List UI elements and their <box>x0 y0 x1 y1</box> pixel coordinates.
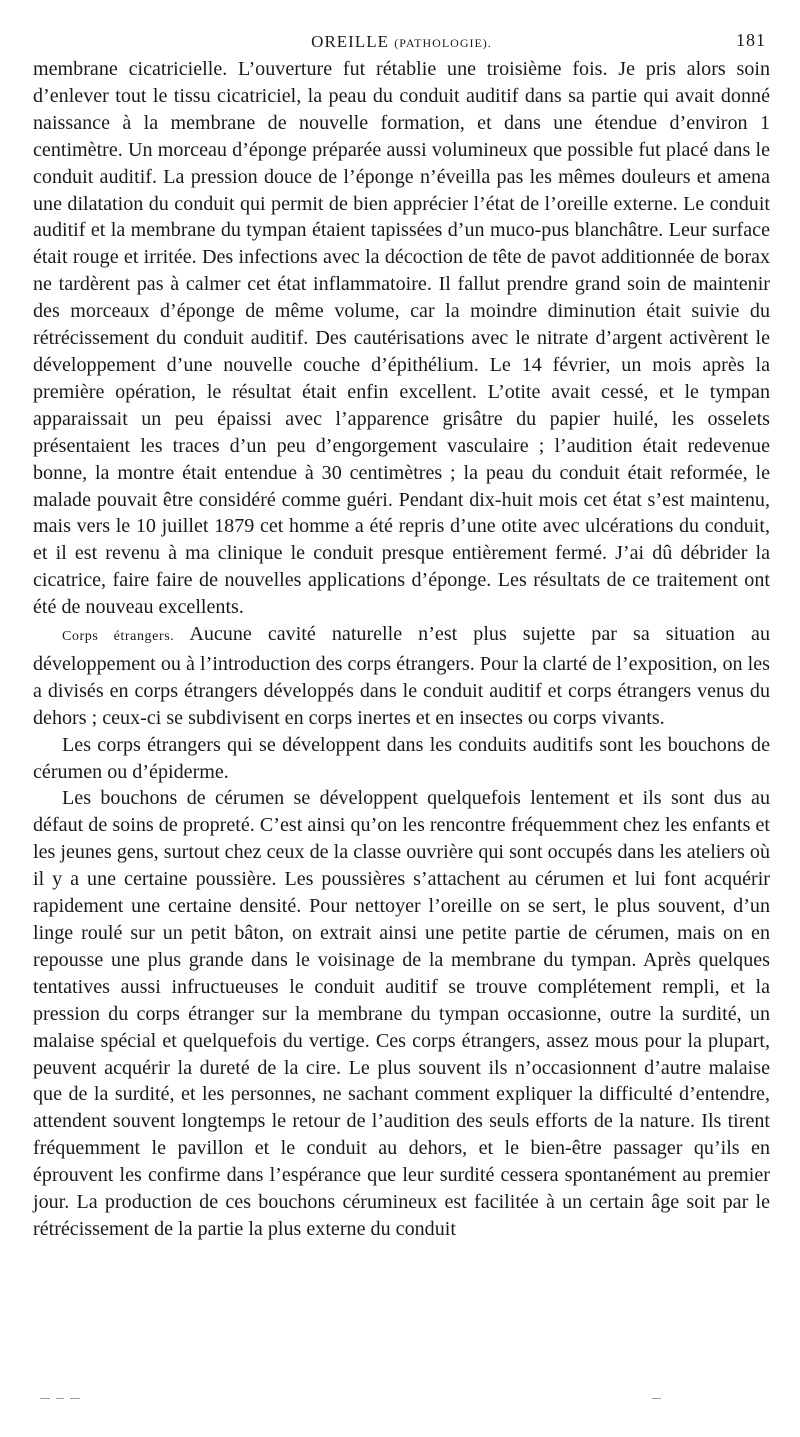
paragraph-bouchons-cerumen: Les bouchons de cérumen se développent quelquefois lentement et ils sont dus au défaut de soins de propreté. C’est ainsi qu’on les rencontre fréquemment chez les enfants et les jeunes gens, surtout chez ceux de la classe ouvrière qui sont occupés dans les ateliers où il y a une certaine poussière. Les poussières s’attachent au cérumen et lui font acquérir rapidement une certaine densité. Pour nettoyer l’oreille on se sert, le plus souvent, d’un linge roulé sur un petit bâton, on extrait ainsi une petite partie de cérumen, mais on en repousse une plus grande dans le voisinage de la membrane du tympan. Après quelques tentatives aussi infructueuses le conduit auditif se trouve complétement rempli, et la pression du corps étranger sur la membrane du tympan occasionne, outre la surdité, un malaise spécial et quelquefois du vertige. Ces corps étrangers, assez mous pour la plupart, peuvent acquérir la dureté de la cire. Le plus souvent ils n’occasionnent d’autre malaise que de la surdité, et les personnes, ne sachant comment expliquer la difficulté d’entendre, attendent souvent longtemps le retour de l’audition des seuls efforts de la nature. Ils tirent fréquemment le pavillon et le conduit au dehors, et le bien-être passager qu’ils en éprouvent les confirme dans l’espérance que leur surdité cessera spontanément au premier jour. La production de ces bouchons cérumineux est facilitée à un certain âge soit par le rétrécissement de la partie la plus externe du conduit <box>33 787 770 1240</box>
page-number: 181 <box>736 30 766 50</box>
scan-mark <box>40 1398 50 1399</box>
scan-mark <box>70 1398 80 1399</box>
running-title <box>33 32 770 52</box>
section-heading-corps-etrangers: Corps étrangers. <box>62 629 175 645</box>
running-head <box>33 28 770 56</box>
scan-mark <box>652 1398 661 1399</box>
paragraph-continuation: membrane cicatricielle. L’ouverture fut rétablie une troisième fois. Je pris alors soin d’enlever tout le tissu cicatriciel, la peau du conduit auditif dans sa partie qui avait donné naissance à la membrane de nouvelle formation, et dans une étendue d’environ 1 centimètre. Un morceau d’éponge préparée aussi volumineux que possible fut placé dans le conduit auditif. La pression douce de l’éponge n’éveilla pas les mêmes douleurs et amena une dilatation du conduit qui permit de bien apprécier l’état de l’oreille externe. Le conduit auditif et la membrane du tympan étaient tapissées d’un muco-pus blanchâtre. Leur surface était rouge et irritée. Des infections avec la décoction de tête de pavot additionnée de borax ne tardèrent pas à calmer cet état inflammatoire. Il fallut prendre grand soin de maintenir des morceaux d’éponge de même volume, car la moindre diminution était suivie du rétrécissement du conduit auditif. Des cautérisations avec le nitrate d’argent activèrent le développement d’une nouvelle couche d’épithélium. Le 14 février, un mois après la première opération, le résultat était enfin excellent. L’otite avait cessé, et le tympan apparaissait un peu épaissi avec l’apparence grisâtre du papier huilé, les osselets présentaient les traces d’un peu d’engorgement vasculaire ; l’audition était redevenue bonne, la montre était entendue à 30 centimètres ; la peau du conduit était reformée, le malade pouvait être considéré comme guéri. Pendant dix-huit mois cet état s’est maintenu, mais vers le 10 juillet 1879 cet homme a été repris d’une otite avec ulcérations du conduit, et il est revenu à ma clinique le conduit presque entièrement fermé. J’ai dû débrider la cicatrice, faire faire de nouvelles applications d’éponge. Les résultats de ce traitement ont été de nouveau excellents. <box>33 58 770 619</box>
paragraph-developpes: Les corps étrangers qui se développent dans les conduits auditifs sont les bouchons de cérumen ou d’épiderme. <box>33 733 770 783</box>
body-text <box>33 56 770 1243</box>
book-page <box>33 28 770 1243</box>
running-title-main: OREILLE <box>311 32 389 51</box>
paragraph-corps-etrangers <box>33 621 770 732</box>
footer-scan-marks <box>0 1395 800 1401</box>
running-title-paren: (PATHOLOGIE). <box>394 36 492 50</box>
scan-mark <box>56 1398 64 1399</box>
paragraph-corps-etrangers-text: Aucune cavité naturelle n’est plus sujette par sa situation au développement ou à l’introduction des corps étrangers. Pour la clarté de l’exposition, on les a divisés en corps étrangers développés dans le conduit auditif et corps étrangers venus du dehors ; ceux-ci se subdivisent en corps inertes et en insectes ou corps vivants. <box>33 623 770 729</box>
